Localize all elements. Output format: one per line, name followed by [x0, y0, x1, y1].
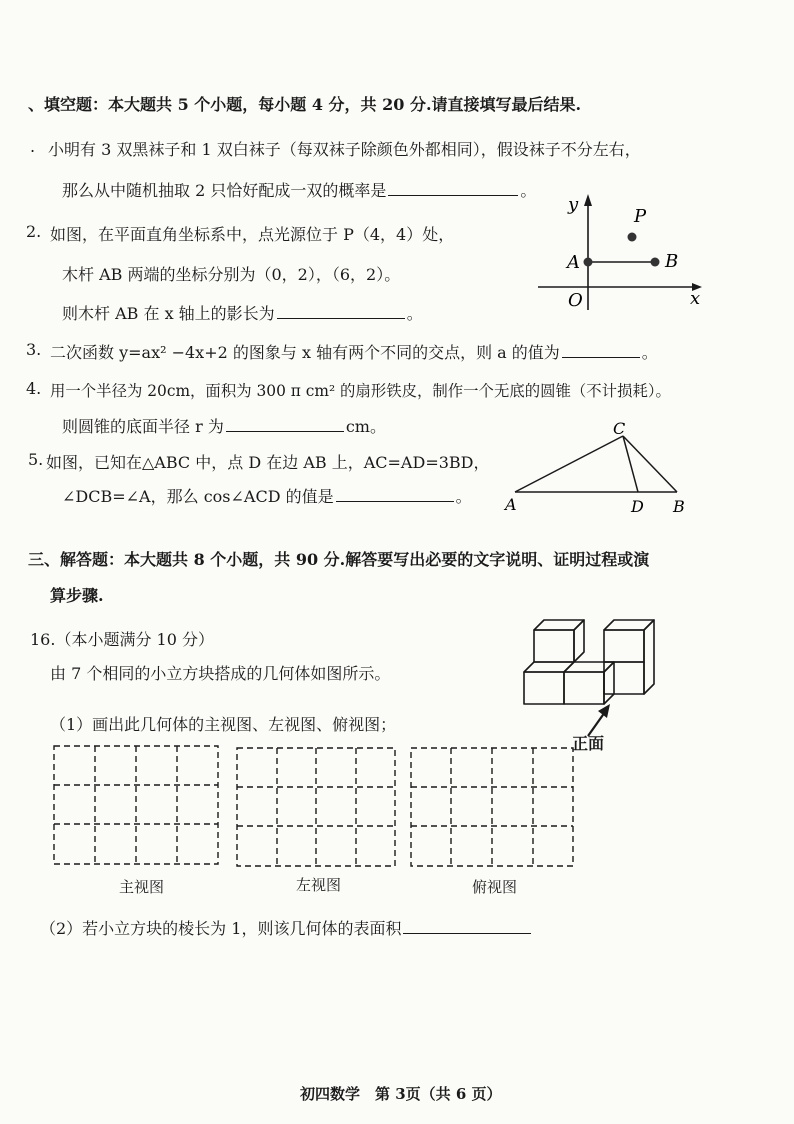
q3-answer-blank[interactable]: [562, 341, 640, 358]
triangle-figure: [495, 414, 705, 518]
q3-number: 3.: [26, 340, 42, 359]
q5-answer-blank[interactable]: [336, 485, 454, 502]
q16-part1: （1）画出此几何体的主视图、左视图、俯视图；: [50, 715, 397, 734]
point-B: [651, 258, 660, 267]
top-view-grid[interactable]: [409, 746, 577, 870]
label-A: A: [505, 495, 517, 514]
q5-number: 5.: [28, 450, 44, 469]
section3-header-line2: 算步骤.: [50, 586, 104, 605]
q16-part2: （2）若小立方块的棱长为 1，则该几何体的表面积: [40, 916, 533, 939]
y-axis-label: y: [568, 194, 579, 215]
q1-line1: 小明有 3 双黑袜子和 1 双白袜子（每双袜子除颜色外都相同），假设袜子不分左右，: [48, 140, 641, 159]
q5-line2: ∠DCB=∠A，那么 cos∠ACD 的值是 。: [62, 487, 472, 506]
label-D: D: [631, 497, 644, 516]
x-axis-label: x: [690, 288, 701, 309]
q2-answer-blank[interactable]: [277, 302, 405, 319]
label-C: C: [613, 419, 626, 438]
front-arrow-icon: [598, 704, 610, 718]
q4-line2: 则圆锥的底面半径 r 为 cm。: [62, 417, 386, 436]
q4-line1: 用一个半径为 20cm，面积为 300 π cm² 的扇形铁皮，制作一个无底的圆锥（不计损耗）。: [50, 382, 671, 400]
label-B: B: [665, 251, 679, 272]
q2-line2: 木杆 AB 两端的坐标分别为（0，2），（6，2）。: [62, 265, 401, 284]
section3-header-line1: 三、解答题：本大题共 8 个小题，共 90 分.解答要写出必要的文字说明、证明过程或演: [28, 550, 650, 569]
q16-title: 16.（本小题满分 10 分）: [30, 630, 214, 649]
point-A: [584, 258, 593, 267]
coordinate-figure: [530, 186, 720, 316]
q1-answer-blank[interactable]: [388, 179, 518, 196]
q16-description: 由 7 个相同的小立方块搭成的几何体如图所示。: [50, 664, 391, 683]
label-P: P: [634, 206, 647, 227]
point-P: [628, 233, 637, 242]
left-view-grid[interactable]: [235, 746, 399, 870]
q4-number: 4.: [26, 379, 42, 398]
q2-number: 2.: [26, 222, 42, 241]
top-view-label: 俯视图: [472, 878, 518, 896]
q1-line2: 那么从中随机抽取 2 只恰好配成一双的概率是 。: [62, 181, 537, 200]
left-view-label: 左视图: [296, 876, 342, 894]
q2-line3: 则木杆 AB 在 x 轴上的影长为 。: [62, 304, 423, 323]
q4-answer-blank[interactable]: [226, 415, 344, 432]
q1-number: .: [30, 137, 36, 156]
page-footer: 初四数学 第 3页（共 6 页）: [300, 1085, 502, 1103]
side-AC: [515, 436, 623, 492]
q16-answer-blank[interactable]: [403, 917, 531, 934]
q3-line: 二次函数 y=ax² −4x+2 的图象与 x 轴有两个不同的交点，则 a 的值为 。: [50, 343, 658, 362]
y-axis-arrow-icon: [584, 194, 592, 206]
label-A: A: [567, 252, 580, 273]
front-view-grid[interactable]: [52, 744, 222, 868]
section2-header: 、填空题：本大题共 5 个小题，每小题 4 分，共 20 分.请直接填写最后结果.: [28, 95, 582, 114]
front-label: 正面: [572, 734, 605, 753]
label-O: O: [568, 290, 583, 311]
q5-line1: 如图，已知在△ABC 中，点 D 在边 AB 上，AC=AD=3BD，: [46, 453, 490, 472]
q2-line1: 如图，在平面直角坐标系中，点光源位于 P（4，4）处，: [50, 225, 455, 244]
label-B: B: [673, 497, 685, 516]
front-view-label: 主视图: [119, 878, 165, 896]
